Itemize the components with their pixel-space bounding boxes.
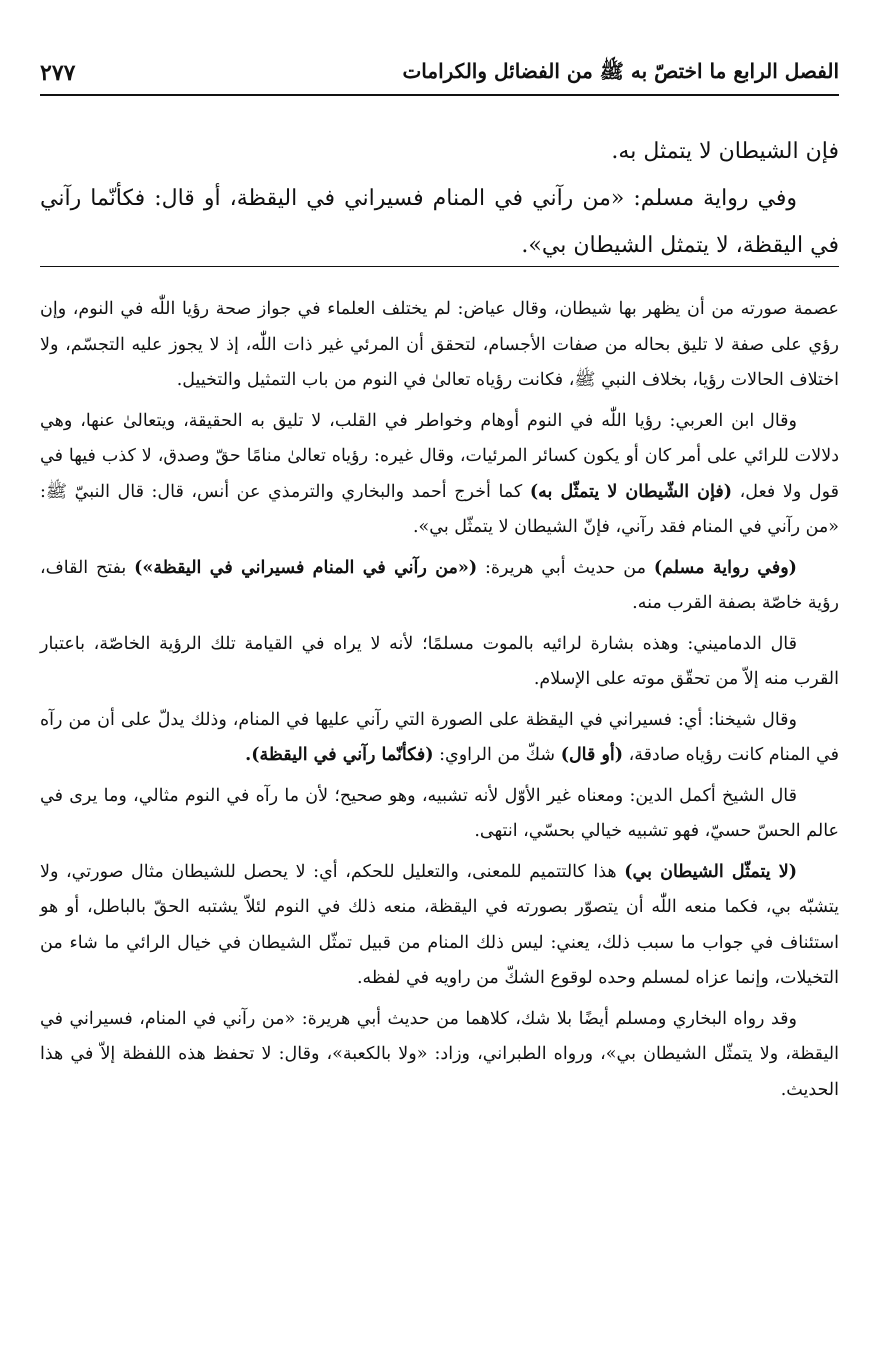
quoted-matn: («من رآني في المنام فسيراني في اليقظة») (134, 557, 478, 578)
chapter-title: الفصل الرابع ما اختصّ به ﷺ من الفضائل والكرامات (402, 58, 839, 83)
commentary-span: وقال شيخنا: أي: فسيراني في اليقظة على الصورة التي رآني عليها في المنام، وذلك يدلّ على أن من رآه في المنام كانت رؤياه صادقة، (40, 709, 839, 765)
commentary-paragraph: قال الدماميني: وهذه بشارة لرائيه بالموت مسلمًا؛ لأنه لا يراه في القيامة تلك الرؤية الخاصّة، باعتبار القرب منه إلاّ من تحقّق موته على الإسلام. (40, 633, 839, 689)
commentary-paragraph (40, 703, 839, 774)
quoted-matn: (فإن الشّيطان لا يتمثّل به) (529, 481, 732, 502)
commentary-paragraph: قال الشيخ أكمل الدين: ومعناه غير الأوّل لأنه تشبيه، وهو صحيح؛ لأن ما رآه في النوم مثالي، وما يرى في عالم الحسّ حسيّ، فهو تشبيه خيالي بحسّي، انتهى. (40, 785, 839, 841)
commentary-text (40, 292, 839, 1113)
commentary-paragraph: عصمة صورته من أن يظهر بها شيطان، وقال عياض: لم يختلف العلماء في جواز صحة رؤيا اللّٰه في النوم، وإن رؤي على صفة لا تليق بحاله من صفات الأجسام، لتحقق أن المرئي غير ذات اللّٰه، إذ لا يجوز عليه التجسّم، ولا اختلاف الحالات رؤيا، بخلاف النبي ﷺ، فكانت رؤياه تعالىٰ في النوم من باب التمثيل والتخييل. (40, 299, 839, 390)
commentary-paragraph (40, 855, 839, 997)
page-number: ٢٧٧ (40, 60, 76, 86)
quoted-matn: (لا يتمثّل الشيطان بي) (624, 861, 797, 882)
quoted-matn: (وفي رواية مسلم) (653, 557, 797, 578)
commentary-paragraph (40, 551, 839, 622)
commentary-span: كما أخرج أحمد والبخاري والترمذي عن أنس، قال: قال النبيّ ﷺ: «من رآني في المنام فقد رآني، فإنّ الشيطان لا يتمثّل بي». (40, 481, 839, 537)
main-text-paragraph: فإن الشيطان لا يتمثل به. (611, 139, 839, 164)
commentary-paragraph: وقد رواه البخاري ومسلم أيضًا بلا شك، كلاهما من حديث أبي هريرة: «من رآني في المنام، فسيراني في اليقظة، ولا يتمثّل الشيطان بي»، ورواه الطبراني، وزاد: «ولا بالكعبة»، وقال: لا تحفظ هذه اللفظة إلاّ في هذا الحديث. (40, 1008, 839, 1100)
running-header (40, 52, 839, 96)
quoted-matn: (فكأنّما رآني في اليقظة). (245, 745, 434, 765)
commentary-paragraph (40, 404, 839, 546)
commentary-span: بفتح القاف، رؤية خاصّة بصفة القرب منه. (40, 557, 839, 613)
commentary-span: شكّ من الراوي: (439, 745, 556, 765)
commentary-span: وقال ابن العربي: رؤيا اللّٰه في النوم أوهام وخواطر في القلب، لا تليق به الحقيقة، ويتعالىٰ عنها، وهي دلالات للرائي على أمر كان أو يكون كسائر المرئيات، وقال غيره: رؤياه تعالىٰ منامًا حقّ وصدق، لا كذب فيها في قول ولا فعل، (40, 410, 839, 502)
main-text-paragraph: وفي رواية مسلم: «من رآني في المنام فسيراني في اليقظة، أو قال: فكأنّما رآني في اليقظة، لا يتمثل الشيطان بي». (40, 186, 839, 258)
quoted-matn: (أو قال) (560, 745, 624, 765)
commentary-span: من حديث أبي هريرة: (484, 557, 646, 578)
main-text (40, 128, 839, 269)
commentary-span: هذا كالتتميم للمعنى، والتعليل للحكم، أي: لا يحصل للشيطان مثال صورتي، ولا يتشبّه بي، فكما منعه اللّٰه أن يتصوّر بصورته في اليقظة، منعه ذلك في النوم لئلاّ يشتبه الحقّ بالباطل، أو هو استئناف في جواب ما سبب ذلك، يعني: ليس ذلك المنام من قبيل تمثّل الشيطان في خيال الرائي ما شاء من التخيلات، وإنما عزاه لمسلم وحده لوقوع الشكّ من راويه في لفظه. (40, 861, 839, 988)
section-divider (40, 266, 839, 267)
